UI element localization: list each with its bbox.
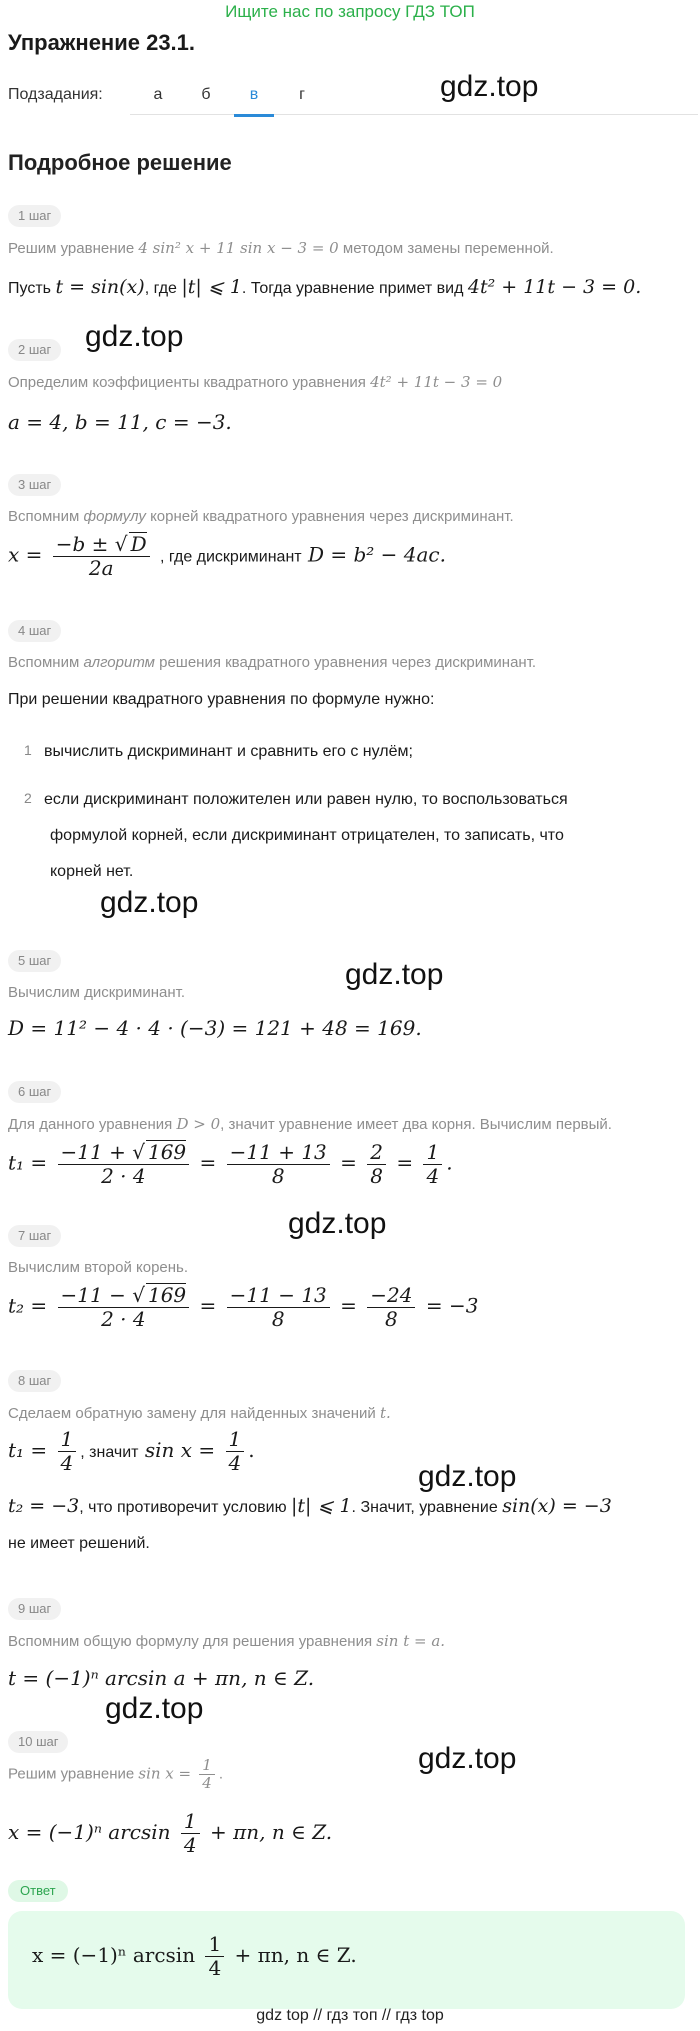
watermark: gdz.top: [418, 1460, 517, 1493]
step-intro: Вспомним общую формулу для решения уравнения sin t = a.: [8, 1632, 446, 1650]
coefficients-formula: a = 4, b = 11, c = −3.: [8, 410, 232, 434]
list-item: 2: [24, 790, 32, 806]
answer-box: [8, 1911, 685, 2009]
step-intro: Вычислим дискриминант.: [8, 984, 185, 1001]
step-badge: 5 шаг: [8, 950, 61, 972]
fraction: $\frac{-b \pm √ D}{2a}$: [53, 532, 150, 580]
step-text: При решении квадратного уравнения по формуле нужно:: [8, 691, 435, 708]
step-intro: Вспомним алгоритм решения квадратного уравнения через дискриминант.: [8, 654, 537, 671]
step-intro: Определим коэффициенты квадратного уравнения 4t² + 11t − 3 = 0: [8, 373, 503, 391]
step-badge: 4 шаг: [8, 620, 61, 642]
page-title: Упражнение 23.1.: [8, 30, 196, 55]
answer-formula: x = (−1)ⁿ arcsin $\frac{1}{4}$ + πn, n ∈ Z.: [32, 1932, 357, 1980]
watermark: gdz.top: [100, 886, 199, 919]
step-badge: 1 шаг: [8, 205, 61, 227]
step-text: не имеет решений.: [8, 1535, 150, 1552]
tab-a[interactable]: а: [153, 86, 163, 103]
step-intro: Решим уравнение sin x = $\frac{1}{4}$ .: [8, 1756, 223, 1793]
watermark: gdz.top: [105, 1692, 204, 1725]
step-intro: Вычислим второй корень.: [8, 1259, 189, 1276]
footer-links[interactable]: gdz top // гдз топ // гдз top: [256, 2007, 444, 2024]
discriminant-formula: D = 11² − 4 · 4 · (−3) = 121 + 48 = 169.: [8, 1016, 422, 1040]
answer-badge: Ответ: [8, 1880, 68, 1902]
watermark: gdz.top: [418, 1742, 517, 1775]
back-substitution-2: t₂ = −3, что противоречит условию |t| ⩽ 1. Значит, уравнение sin(x) = −3: [8, 1495, 612, 1517]
subtasks-tabs: [8, 82, 698, 118]
step-intro: Для данного уравнения D > 0, значит уравнение имеет два корня. Вычислим первый.: [8, 1115, 612, 1133]
tabs-divider: [130, 114, 698, 115]
step-badge: 3 шаг: [8, 474, 61, 496]
root-t1-formula: t₁ = $\frac{-11 + √ 169}{2 \cdot 4}$ = $\frac{-11 + 13}{8}$ = $\frac{2}{8}$ = $\frac{1}{4}$ .: [8, 1139, 453, 1188]
step-badge: 10 шаг: [8, 1731, 68, 1753]
step-badge: 7 шаг: [8, 1225, 61, 1247]
step-text: Пусть t = sin(x), где |t| ⩽ 1. Тогда уравнение примет вид 4t² + 11t − 3 = 0.: [8, 276, 642, 298]
tab-g[interactable]: г: [299, 86, 305, 103]
list-item-text: если дискриминант положителен или равен нулю, то воспользоваться: [44, 791, 568, 808]
list-item-text: вычислить дискриминант и сравнить его с нулём;: [44, 743, 413, 760]
general-formula: t = (−1)ⁿ arcsin a + πn, n ∈ Z.: [8, 1666, 315, 1690]
tab-b[interactable]: б: [201, 86, 211, 103]
solution-formula: x = (−1)ⁿ arcsin $\frac{1}{4}$ + πn, n ∈ Z.: [8, 1809, 333, 1857]
step-badge: 6 шаг: [8, 1081, 61, 1103]
section-title: Подробное решение: [8, 150, 232, 175]
top-banner: Ищите нас по запросу ГДЗ ТОП: [225, 2, 475, 21]
list-item: 1: [24, 742, 32, 758]
step-badge: 8 шаг: [8, 1370, 61, 1392]
step-intro: Вспомним формулу корней квадратного уравнения через дискриминант.: [8, 508, 514, 525]
watermark: gdz.top: [440, 70, 539, 103]
list-item-text: корней нет.: [50, 863, 134, 880]
back-substitution-1: t₁ = $\frac{1}{4}$ , значит sin x = $\frac{1}{4}$ .: [8, 1427, 255, 1475]
step-intro: Сделаем обратную замену для найденных значений t.: [8, 1404, 391, 1422]
step-intro: Решим уравнение 4 sin² x + 11 sin x − 3 = 0 методом замены переменной.: [8, 239, 554, 257]
list-item-text: формулой корней, если дискриминант отрицателен, то записать, что: [50, 827, 564, 844]
watermark: gdz.top: [345, 958, 444, 991]
root-t2-formula: t₂ = $\frac{-11 - √ 169}{2 \cdot 4}$ = $\frac{-11 - 13}{8}$ = $\frac{-24}{8}$ = −3: [8, 1282, 479, 1331]
step-badge: 2 шаг: [8, 339, 61, 361]
step-badge: 9 шаг: [8, 1598, 61, 1620]
watermark: gdz.top: [85, 320, 184, 353]
watermark: gdz.top: [288, 1207, 387, 1240]
root-formula: x = $\frac{-b \pm √ D}{2a}$ , где дискриминант D = b² − 4ac.: [8, 532, 446, 580]
subtasks-label: Подзадания:: [8, 86, 103, 103]
tab-v[interactable]: в: [234, 86, 274, 117]
